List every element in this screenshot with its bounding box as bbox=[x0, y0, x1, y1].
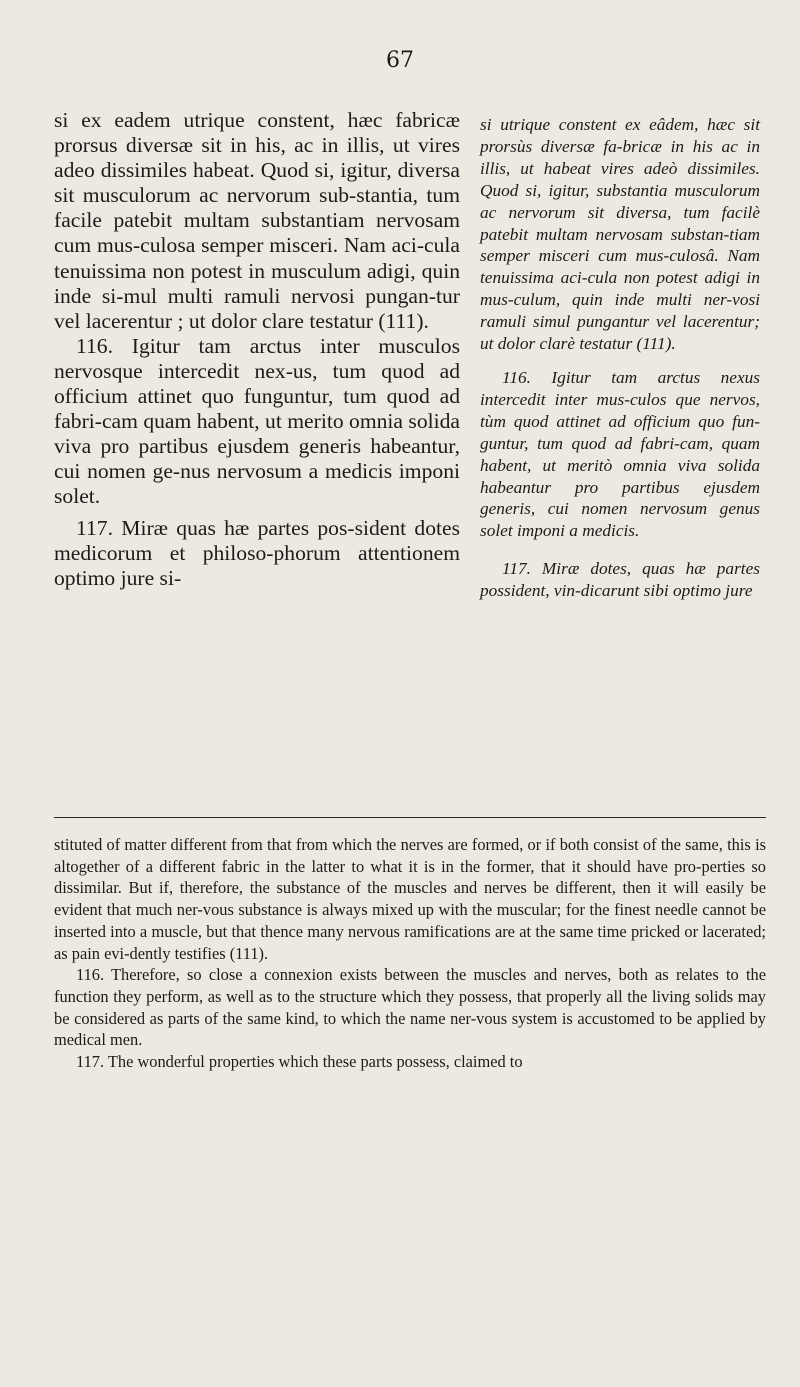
latin-ordo-paragraph-116: 116. Igitur tam arctus nexus intercedit inter mus-culos que nervos, tùm quod attinet ad officium quo fun-guntur, tum quod ad fabri-cam, quam habent, ut meritò omnia viva solida habeantur pro partibus ejusdem generis, cui nomen nervosum genus solet imponi a medicis. bbox=[480, 367, 760, 541]
latin-ordo-column bbox=[480, 114, 760, 602]
latin-ordo-paragraph-117: 117. Miræ dotes, quas hæ partes possident, vin-dicarunt sibi optimo jure bbox=[480, 559, 760, 601]
translation-paragraph-116: 116. Therefore, so close a connexion exists between the muscles and nerves, both as relates to the function they perform, as well as to the structure which they possess, that properly all the living solids may be considered as parts of the same kind, to which the name ner-vous system is accustomed to be applied by medical men. bbox=[54, 965, 766, 1050]
section-divider bbox=[54, 817, 766, 818]
latin-main-paragraph-116: 116. Igitur tam arctus inter musculos nervosque intercedit nex-us, tum quod ad officium attinet quo funguntur, tum quod ad fabri-cam quam habent, ut merito omnia solida viva pro partibus ejusdem generis habeantur, cui nomen ge-nus nervosum a medicis imponi solet. bbox=[54, 333, 460, 509]
latin-main-column bbox=[54, 108, 460, 591]
translation-paragraph-117: 117. The wonderful properties which these parts possess, claimed to bbox=[76, 1052, 523, 1072]
latin-main-paragraph-117: 117. Miræ quas hæ partes pos-sident dotes medicorum et philoso-phorum attentionem optimo jure si- bbox=[54, 515, 460, 590]
page-number: 67 bbox=[386, 48, 414, 73]
translation-paragraph-continued: stituted of matter different from that from which the nerves are formed, or if both consist of the same, this is altogether of a different fabric in the latter to what it is in the former, that it should have pro-perties so dissimilar. But if, therefore, the substance of the muscles and nerves be different, then it will easily be evident that much ner-vous substance is always mixed up with the muscular; for the finest needle cannot be inserted into a muscle, but that thence many nervous ramifications are at the same time pricked or lacerated; as pain evi-dently testifies (111). bbox=[54, 835, 766, 963]
english-translation bbox=[54, 834, 766, 1073]
latin-main-paragraph-continued: si ex eadem utrique constent, hæc fabricæ prorsus diversæ sit in his, ac in illis, ut vires adeo dissimiles habeat. Quod si, igitur, diversa sit musculorum ac nervorum sub-stantia, tum facile patebit multam substantiam nervosam cum mus-culosa semper misceri. Nam aci-cula tenuissima non potest in musculum adigi, quin inde si-mul multi ramuli nervosi pungan-tur vel lacerentur ; ut dolor clare testatur (111). bbox=[54, 108, 460, 333]
latin-ordo-paragraph-continued: si utrique constent ex eâdem, hæc sit prorsùs diversæ fa-bricæ in his ac in illis, ut habeat vires adeò dissimiles. Quod si, igitur, substantia musculorum ac nervorum sit diversa, tum facilè patebit multam nervosam substan-tiam semper misceri cum mus-culosâ. Nam tenuissima aci-cula non potest adigi in mus-culum, quin inde multi ner-vosi ramuli simul pungantur vel lacerentur; ut dolor clarè testatur (111). bbox=[480, 115, 760, 354]
